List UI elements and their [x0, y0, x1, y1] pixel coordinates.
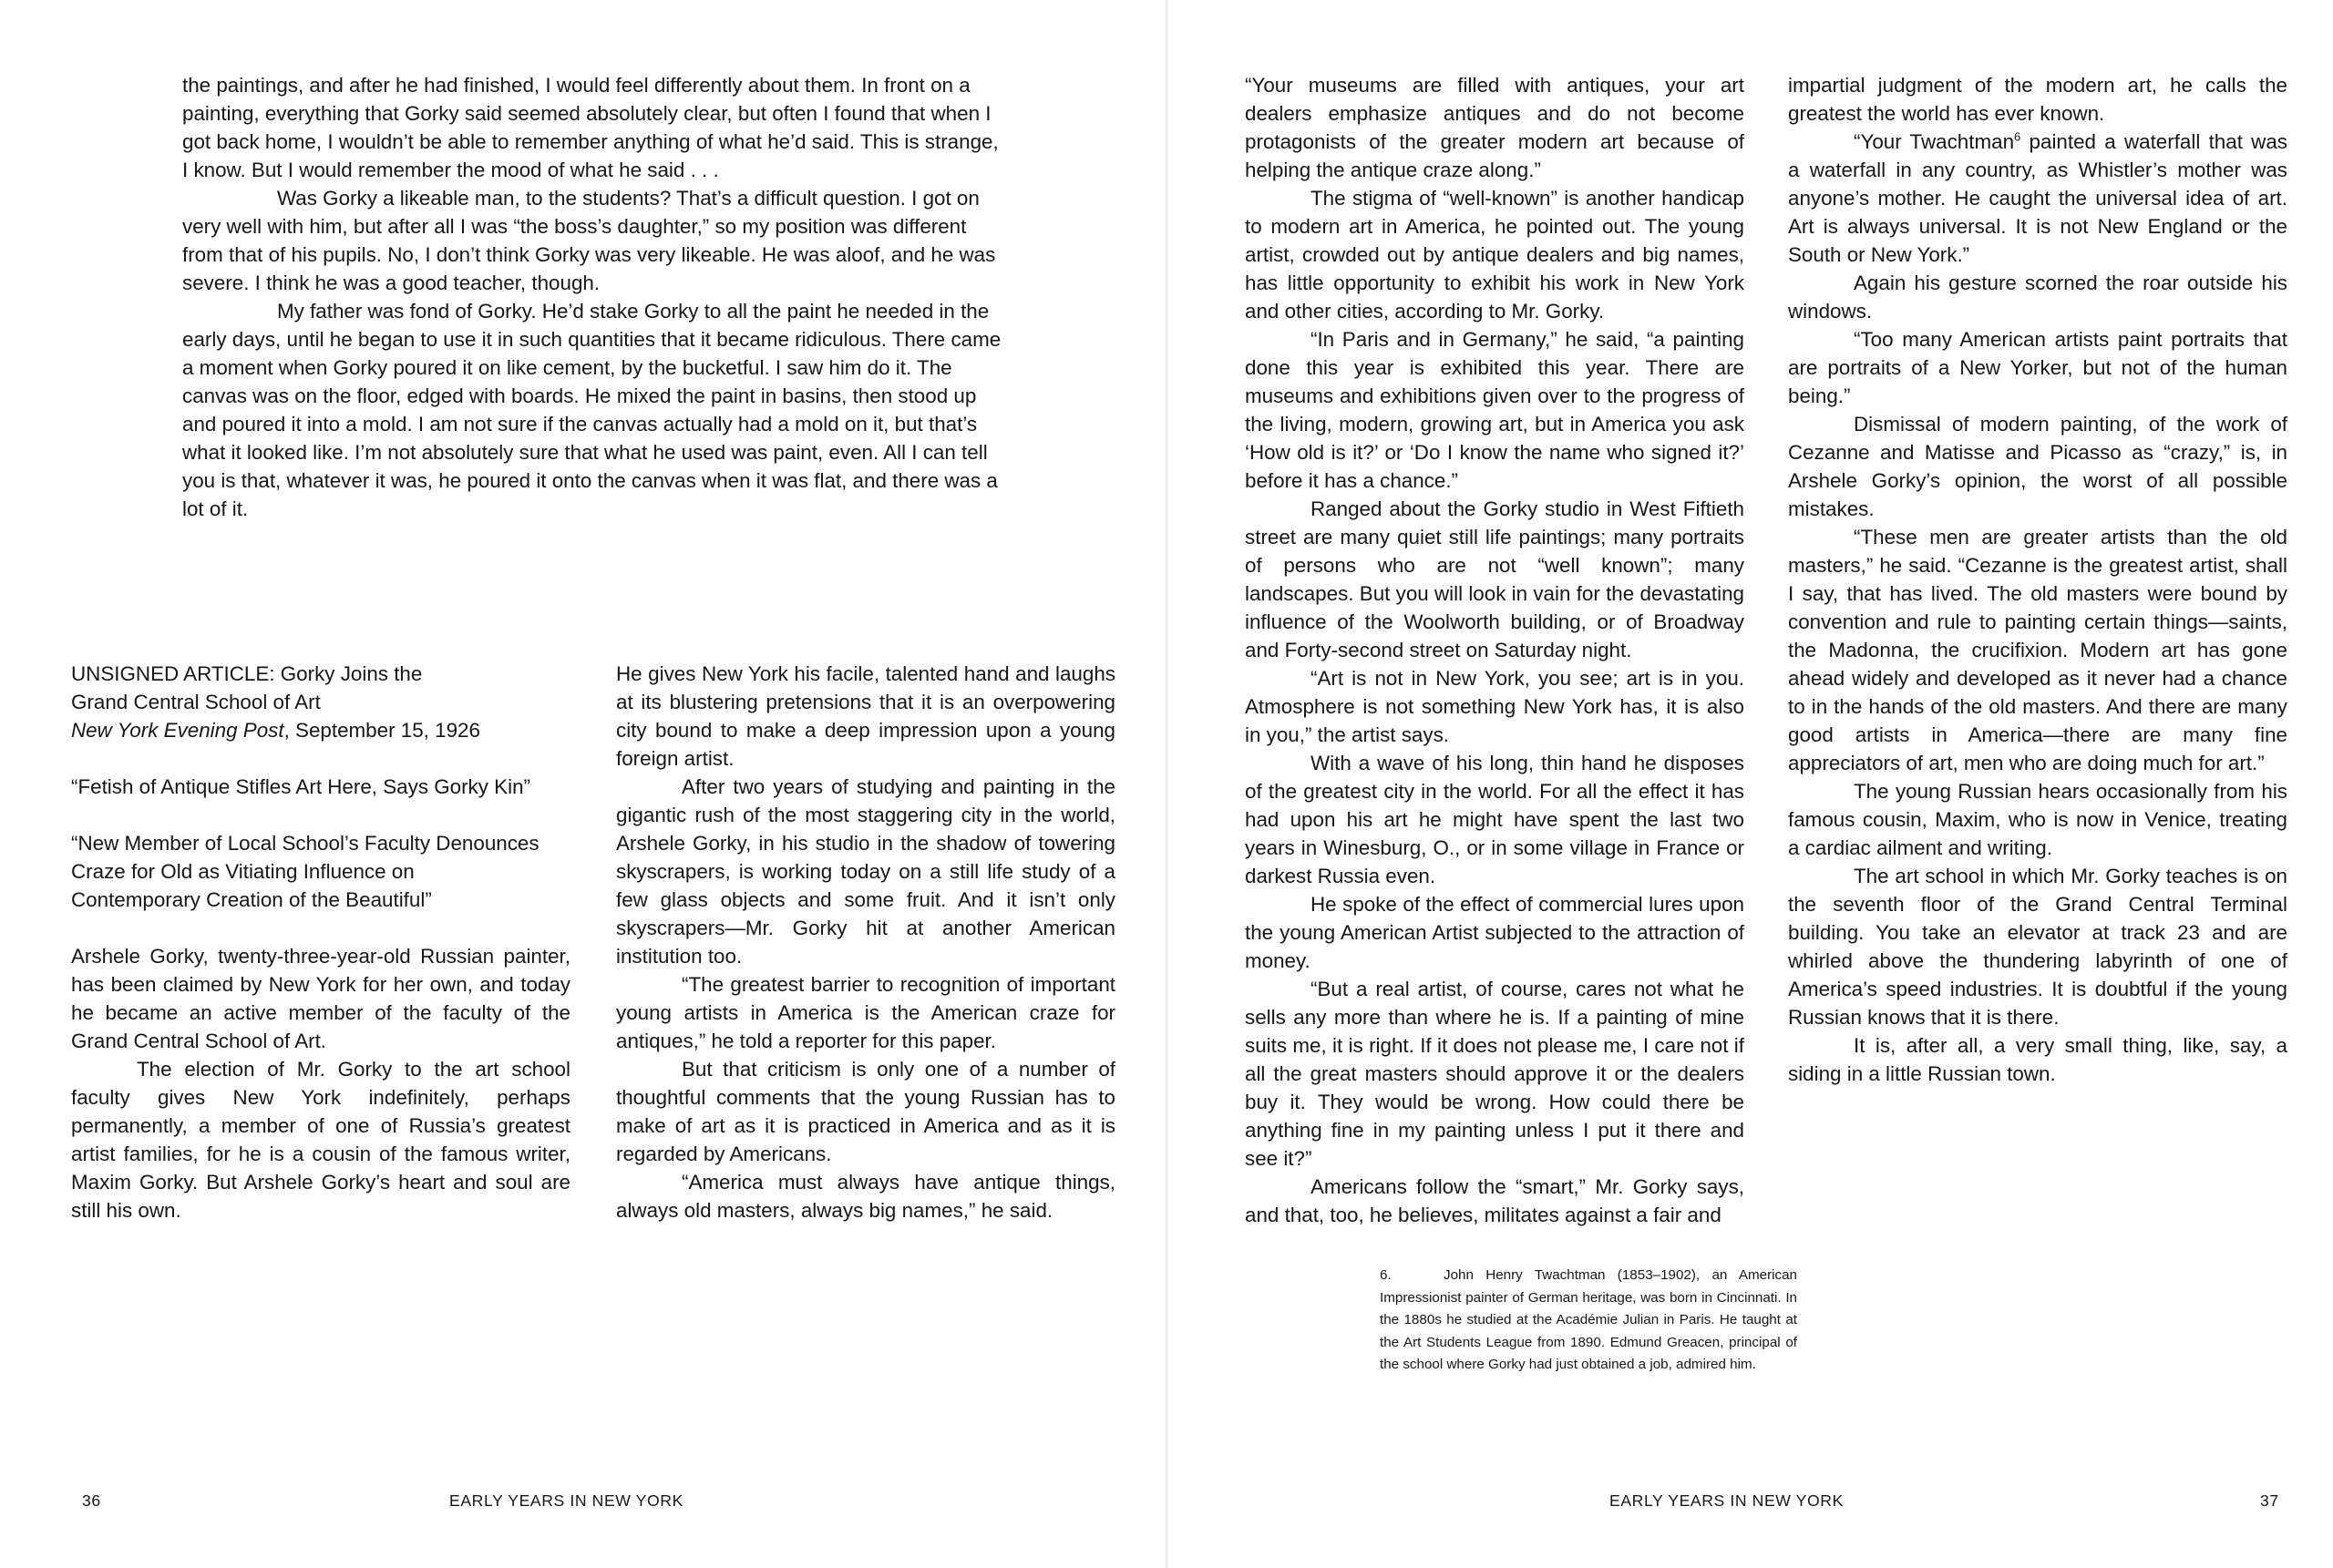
article-paragraph: Ranged about the Gorky studio in West Fiftieth street are many quiet still life paintings; many portraits of persons who are not “well known”; many landscapes. But you will look in vain for the devastating influence of the Woolworth building, or of Broadway and Forty-second street on Saturday night.	[1245, 497, 1744, 661]
article-label-line2: Grand Central School of Art	[71, 691, 321, 713]
article-column-2	[616, 660, 1115, 1225]
article-paragraph: “These men are greater artists than the old masters,” he said. “Cezanne is the greatest artist, shall I say, that has lived. The old masters were bound by convention and rule to painting certain things—saints, the Madonna, the crucifixion. Modern art has gone ahead widely and developed as it never had a chance to in the hands of the old masters. And there are many good artists in America—there are many fine appreciators of art, men who are doing much for art.”	[1788, 526, 2287, 774]
running-head-right: EARLY YEARS IN NEW YORK	[1609, 1491, 1844, 1510]
article-column-3	[1245, 71, 1744, 1229]
article-paragraph: “America must always have antique things, always old masters, always big names,” he said.	[616, 1171, 1115, 1222]
article-paragraph: Again his gesture scorned the roar outside his windows.	[1788, 272, 2287, 323]
article-paragraph: The stigma of “well-known” is another handicap to modern art in America, he pointed out. The young artist, crowded out by antique dealers and big names, has little opportunity to exhibit his work in New York and other cities, according to Mr. Gorky.	[1245, 187, 1744, 323]
interview-paragraph: My father was fond of Gorky. He’d stake Gorky to all the paint he needed in the early days, until he began to use it in such quantities that it became ridiculous. There came a moment when Gorky poured it on like cement, by the bucketful. I saw him do it. The canvas was on the floor, edged with boards. He mixed the paint in basins, then stood up and poured it into a mold. I am not sure if the canvas actually had a mold on it, but that’s what it looked like. I’m not absolutely sure that what he used was paint, even. All I can tell you is that, whatever it was, he poured it onto the canvas when it was flat, and there was a lot of it.	[182, 300, 1002, 520]
article-paragraph: “The greatest barrier to recognition of important young artists in America is the American craze for antiques,” he told a reporter for this paper.	[616, 973, 1115, 1052]
article-subheadline: “New Member of Local School’s Faculty Denounces Craze for Old as Vitiating Influence on Contemporary Creation of the Beautiful”	[71, 832, 540, 911]
book-gutter	[1165, 0, 1168, 1568]
running-head-left: EARLY YEARS IN NEW YORK	[449, 1491, 683, 1510]
article-paragraph: He spoke of the effect of commercial lures upon the young American Artist subjected to the attraction of money.	[1245, 893, 1744, 972]
article-paragraph: The art school in which Mr. Gorky teaches is on the seventh floor of the Grand Central Terminal building. You take an elevator at track 23 and are whirled above the thundering labyrinth of one of America’s speed industries. It is doubtful if the young Russian knows that it is there.	[1788, 865, 2287, 1029]
article-source: New York Evening Post	[71, 719, 284, 742]
article-paragraph: “Too many American artists paint portraits that are portraits of a New Yorker, but not of the human being.”	[1788, 328, 2287, 407]
article-paragraph: “In Paris and in Germany,” he said, “a painting done this year is exhibited this year. There are museums and exhibitions given over to the progress of the living, modern, growing art, but in America you ask ‘How old is it?’ or ‘Do I know the name who signed it?’ before it has a chance.”	[1245, 328, 1744, 492]
twachtman-quote-start: “Your Twachtman	[1854, 130, 2015, 153]
article-paragraph: “But a real artist, of course, cares not what he sells any more than where he is. If a painting of mine suits me, it is right. If it does not please me, I care not if all the great masters should approve it or the dealers buy it. They would be wrong. How could there be anything fine in my painting unless I put it there and see it?”	[1245, 978, 1744, 1170]
article-column-1	[71, 660, 570, 1225]
article-paragraph: Dismissal of modern painting, of the work of Cezanne and Matisse and Picasso as “crazy,” is, in Arshele Gorky’s opinion, the worst of all possible mistakes.	[1788, 413, 2287, 520]
article-paragraph: The election of Mr. Gorky to the art school faculty gives New York indefinitely, perhaps permanently, a member of one of Russia’s greatest artist families, for he is a cousin of the famous writer, Maxim Gorky. But Arshele Gorky’s heart and soul are still his own.	[71, 1058, 570, 1222]
footnote-reference[interactable]: 6	[2014, 129, 2021, 144]
article-paragraph: Americans follow the “smart,” Mr. Gorky says, and that, too, he believes, militates against a fair and	[1245, 1175, 1744, 1226]
article-paragraph: He gives New York his facile, talented hand and laughs at its blustering pretensions that it is an overpowering city bound to make a deep impression upon a young foreign artist.	[616, 662, 1115, 770]
article-headline: “Fetish of Antique Stifles Art Here, Says Gorky Kin”	[71, 775, 530, 798]
footnote-number: 6.	[1380, 1267, 1392, 1283]
interview-paragraph: Was Gorky a likeable man, to the students? That’s a difficult question. I got on very well with him, but after all I was “the boss’s daughter,” so my position was different from that of his pupils. No, I don’t think Gorky was very likeable. He was aloof, and he was severe. I think he was a good teacher, though.	[182, 187, 996, 294]
article-paragraph: After two years of studying and painting in the gigantic rush of the most staggering city in the world, Arshele Gorky, in his studio in the shadow of towering skyscrapers, is working today on a still life study of a few glass objects and some fruit. And it isn’t only skyscrapers—Mr. Gorky hit at another American institution too.	[616, 775, 1115, 968]
interview-paragraph: the paintings, and after he had finished, I would feel differently about them. In front on a painting, everything that Gorky said seemed absolutely clear, but often I found that when I got back home, I wouldn’t be able to remember anything of what he’d said. This is strange, I know. But I would remember the mood of what he said . . .	[182, 74, 999, 181]
article-paragraph: Arshele Gorky, twenty-three-year-old Russian painter, has been claimed by New York for her own, and today he became an active member of the faculty of the Grand Central School of Art.	[71, 945, 570, 1052]
article-paragraph: “Your museums are filled with antiques, your art dealers emphasize antiques and do not become protagonists of the greater modern art because of helping the antique craze along.”	[1245, 74, 1744, 181]
footnote-text: John Henry Twachtman (1853–1902), an American Impressionist painter of German heritage, was born in Cincinnati. In the 1880s he studied at the Académie Julian in Paris. He taught at the Art Students League from 1890. Edmund Greacen, principal of the school where Gorky had just obtained a job, admired him.	[1380, 1267, 1797, 1372]
article-paragraph: The young Russian hears occasionally from his famous cousin, Maxim, who is now in Venice, treating a cardiac ailment and writing.	[1788, 780, 2287, 859]
article-label: UNSIGNED ARTICLE: Gorky Joins the	[71, 662, 423, 685]
article-paragraph: “Art is not in New York, you see; art is in you. Atmosphere is not something New York has, it is also in you,” the artist says.	[1245, 667, 1744, 746]
article-date: , September 15, 1926	[283, 719, 480, 742]
interview-excerpt	[182, 71, 1010, 523]
article-header	[71, 660, 570, 914]
page-number-left: 36	[82, 1491, 101, 1510]
article-column-4	[1788, 71, 2287, 1088]
twachtman-quote-rest: painted a waterfall that was a waterfall in any country, as Whistler’s mother was anyone’s mother. He caught the universal idea of art. Art is always universal. It is not New England or the South or New York.”	[1788, 130, 2287, 266]
article-paragraph: impartial judgment of the modern art, he calls the greatest the world has ever known.	[1788, 74, 2287, 125]
footnote	[1380, 1265, 1797, 1377]
article-paragraph: With a wave of his long, thin hand he disposes of the greatest city in the world. For all the effect it has had upon his art he might have spent the last two years in Winesburg, O., or in some village in France or darkest Russia even.	[1245, 752, 1744, 887]
article-paragraph: It is, after all, a very small thing, like, say, a siding in a little Russian town.	[1788, 1034, 2287, 1085]
article-paragraph: But that criticism is only one of a number of thoughtful comments that the young Russian has to make of art as it is practiced in America and as it is regarded by Americans.	[616, 1058, 1115, 1165]
article-source-line	[71, 716, 570, 744]
article-paragraph-twachtman	[1788, 128, 2287, 269]
page-number-right: 37	[2260, 1491, 2279, 1510]
